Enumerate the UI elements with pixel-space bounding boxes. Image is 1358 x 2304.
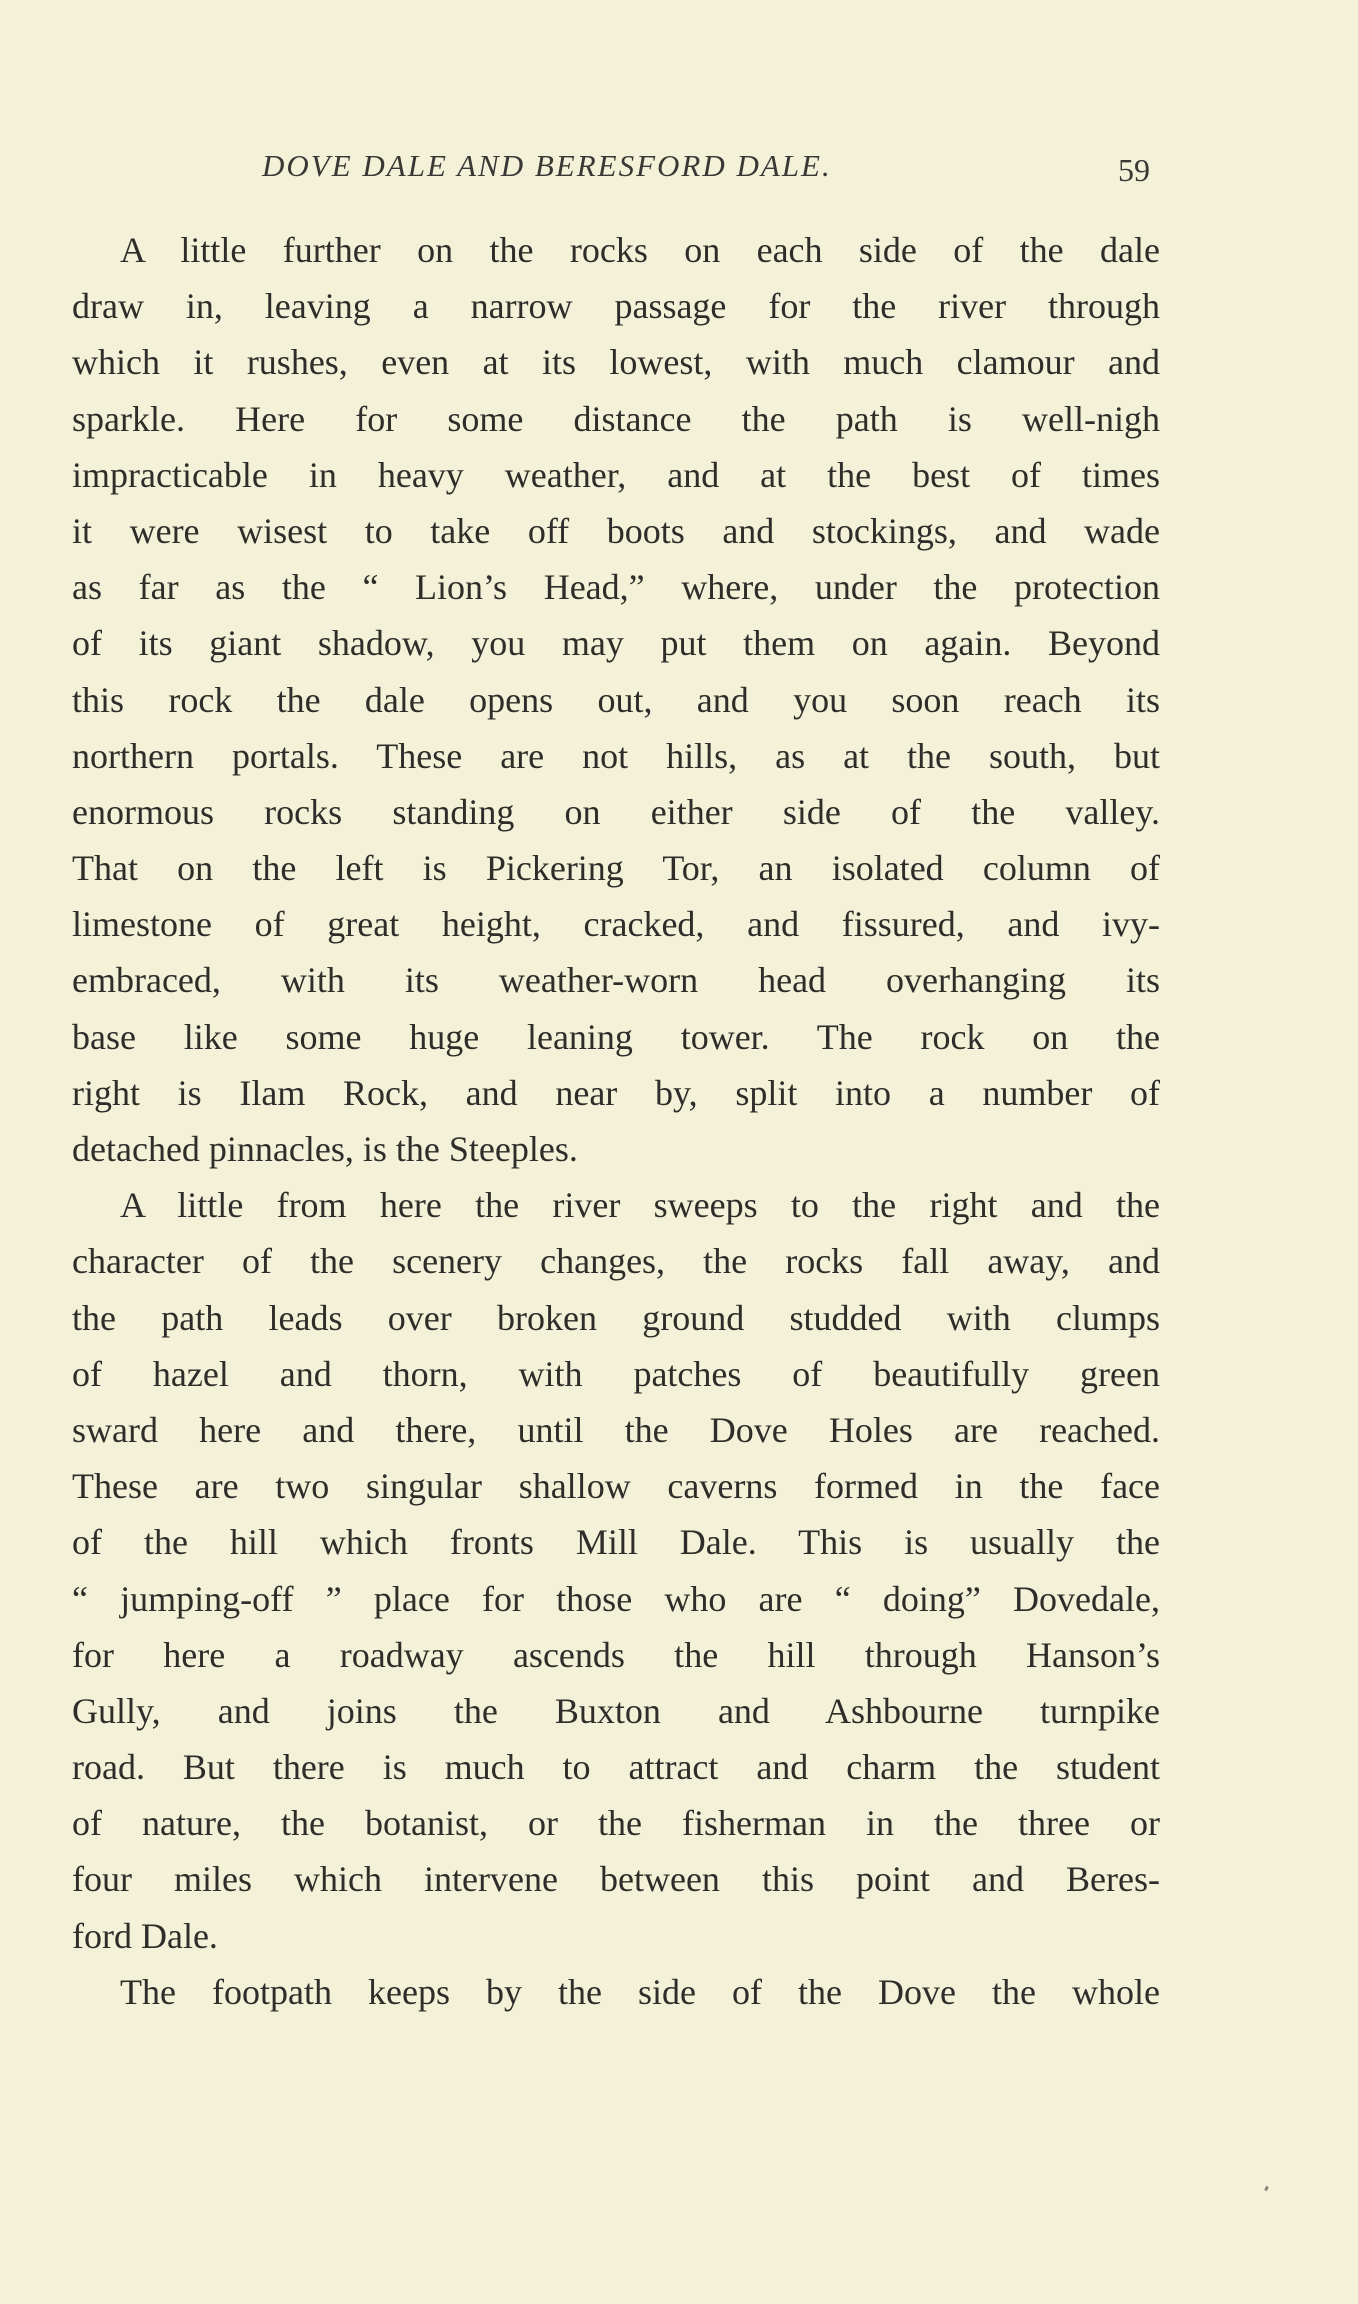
text-line: draw in, leaving a narrow passage for the river through [72, 286, 1160, 327]
text-line: of hazel and thorn, with patches of beautifully green [72, 1353, 1160, 1394]
text-line: sward here and there, until the Dove Holes are reached. [72, 1409, 1160, 1450]
body-text [72, 222, 1160, 2020]
text-line: These are two singular shallow caverns formed in the face [72, 1466, 1160, 1507]
running-head-title: DOVE DALE AND BERESFORD DALE. [262, 148, 832, 183]
text-line: for here a roadway ascends the hill through Hanson’s [72, 1634, 1160, 1675]
text-line: “ jumping-off ” place for those who are “ doing” Dovedale, [72, 1578, 1160, 1619]
paper-speck [1264, 2186, 1269, 2192]
text-line: this rock the dale opens out, and you soon reach its [72, 679, 1160, 720]
text-line: detached pinnacles, is the Steeples. [72, 1129, 578, 1169]
text-line: A little further on the rocks on each side of the dale [120, 230, 1160, 270]
page-number: 59 [1118, 152, 1150, 188]
text-line: The footpath keeps by the side of the Dove the whole [120, 1971, 1160, 2012]
text-line: character of the scenery changes, the rocks fall away, and [72, 1241, 1160, 1282]
text-line: base like some huge leaning tower. The rock on the [72, 1016, 1160, 1057]
text-line: sparkle. Here for some distance the path is well-nigh [72, 398, 1160, 439]
text-line: A little from here the river sweeps to the right and the [120, 1185, 1160, 1226]
text-line: enormous rocks standing on either side of the valley. [72, 791, 1160, 832]
text-line: four miles which intervene between this point and Beres- [72, 1859, 1160, 1900]
text-line: road. But there is much to attract and charm the student [72, 1747, 1160, 1788]
text-line: of nature, the botanist, or the fisherman in the three or [72, 1803, 1160, 1844]
text-line: impracticable in heavy weather, and at the best of times [72, 454, 1160, 495]
text-line: it were wisest to take off boots and stockings, and wade [72, 510, 1160, 551]
text-line: right is Ilam Rock, and near by, split into a number of [72, 1072, 1160, 1113]
text-line: limestone of great height, cracked, and fissured, and ivy- [72, 904, 1160, 945]
text-line: ford Dale. [72, 1915, 218, 1956]
text-line: embraced, with its weather-worn head overhanging its [72, 960, 1160, 1001]
text-line: which it rushes, even at its lowest, with much clamour and [72, 342, 1160, 383]
text-line: of the hill which fronts Mill Dale. This is usually the [72, 1522, 1160, 1563]
text-line: Gully, and joins the Buxton and Ashbourne turnpike [72, 1690, 1160, 1731]
text-line: the path leads over broken ground studded with clumps [72, 1297, 1160, 1338]
text-line: northern portals. These are not hills, as at the south, but [72, 735, 1160, 776]
text-line: That on the left is Pickering Tor, an isolated column of [72, 848, 1160, 889]
text-line: of its giant shadow, you may put them on again. Beyond [72, 623, 1160, 664]
text-line: as far as the “ Lion’s Head,” where, under the protection [72, 567, 1160, 608]
